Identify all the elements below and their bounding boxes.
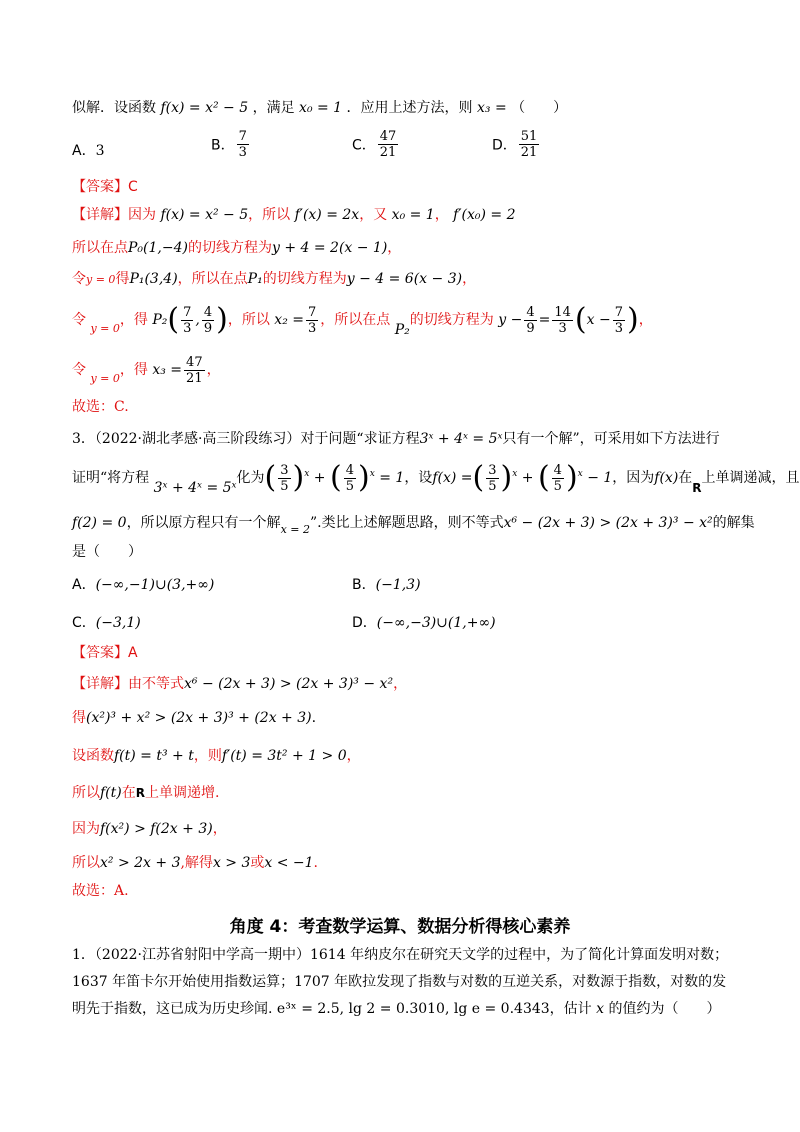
q3-math: 3ˣ + 4ˣ = 5ˣ xyxy=(419,431,503,447)
answer-value: C xyxy=(128,179,138,195)
detail-text: ，所以 xyxy=(227,312,270,328)
q3-math: x = 2 xyxy=(280,523,310,536)
option-value: (−∞,−3)∪(1,+∞) xyxy=(376,615,496,631)
q3-stem-line-1 xyxy=(72,428,720,450)
q3-detail-line-3 xyxy=(72,745,361,767)
q3-text: 3．（2022·湖北孝感·高三阶段练习）对于问题“求证方程 xyxy=(72,431,420,447)
detail-math: P₀(1,−4) xyxy=(128,240,188,256)
detail-math: f(x²) > f(2x + 3) xyxy=(100,821,213,837)
detail-text: ，又 xyxy=(359,207,388,223)
detail-math: P₂ xyxy=(152,312,168,328)
detail-text: ， xyxy=(393,676,408,692)
detail-math: y = 0 xyxy=(90,322,120,335)
detail-text: 令 xyxy=(72,271,86,287)
detail-math: y − 4 = 6(x − 3) xyxy=(346,271,463,287)
function-def: f(x) = x² − 5 xyxy=(160,100,249,116)
detail-text: 或 xyxy=(250,855,265,871)
choice-text: 故选：C. xyxy=(72,399,129,415)
q3-text: ，因为 xyxy=(612,470,655,486)
detail-text: . xyxy=(311,710,317,726)
detail-math: P₂ xyxy=(394,322,410,338)
q3-option-a[interactable] xyxy=(72,574,214,594)
detail-text: ，所以 xyxy=(248,207,291,223)
detail-text: ，得 xyxy=(119,312,148,328)
q4-line-2: 1637 年笛卡尔开始使用指数运算；1707 年欧拉发现了指数与对数的互逆关系，对数源于指数，对数的发 xyxy=(72,974,727,990)
option-label: D． xyxy=(352,615,377,631)
q4-math: e³ˣ = 2.5 xyxy=(276,1001,340,1017)
detail-text: 设函数 xyxy=(72,748,114,764)
detail-text: ， xyxy=(206,362,221,378)
q3-detail-line-1 xyxy=(72,673,407,695)
detail-math: f′(t) = 3t² + 1 > 0 xyxy=(221,748,347,764)
q3-stem-line-4 xyxy=(72,541,142,563)
q4-line-3: 明先于指数，这已成为历史珍闻. e³ˣ = 2.5, lg 2 = 0.3010, lg e = 0.4343，估计 x 的值约为（ ） xyxy=(72,1001,721,1017)
q2-detail-line-3 xyxy=(72,268,476,291)
detail-text: ，所以在点 xyxy=(320,312,391,328)
q3-math: 3ˣ + 4ˣ = 5ˣ xyxy=(153,480,237,496)
detail-text: . xyxy=(313,855,318,871)
detail-text: 由不等式 xyxy=(128,676,184,692)
detail-label: 【详解】 xyxy=(72,676,128,692)
option-c[interactable] xyxy=(352,129,400,160)
detail-math: f′(x) = 2x xyxy=(294,207,360,223)
detail-text: 所以 xyxy=(72,855,100,871)
q3-stem-line-3 xyxy=(72,512,755,541)
detail-label: 【详解】 xyxy=(72,207,128,223)
q3-text: 只有一个解”，可采用如下方法进行 xyxy=(502,431,720,447)
q4-text: ，估计 xyxy=(549,1001,592,1017)
detail-math: y + 4 = 2(x − 1) xyxy=(271,240,388,256)
detail-text: 因为 xyxy=(128,207,156,223)
option-a-label: A． xyxy=(72,143,96,159)
detail-math: x₂ = xyxy=(274,312,304,328)
option-b-label: B． xyxy=(211,137,235,154)
detail-text: 因为 xyxy=(72,821,100,837)
intro-text: 似解．设函数 xyxy=(72,100,156,116)
q3-text: 上单调递减，且 xyxy=(701,470,800,486)
choice-text: 故选：A. xyxy=(72,883,129,899)
option-c-fraction: $\frac{47}{21}$ xyxy=(379,129,397,160)
q3-math: f(x) = xyxy=(432,470,473,486)
q3-option-c[interactable] xyxy=(72,612,141,632)
answer-value: A xyxy=(128,645,138,661)
option-label: C． xyxy=(72,615,96,631)
option-value: (−3,1) xyxy=(95,615,141,631)
option-b[interactable] xyxy=(211,129,251,160)
intro-text-3: ．应用上述方法，则 xyxy=(346,100,473,116)
answer-label: 【答案】 xyxy=(72,179,128,195)
detail-R: R xyxy=(135,786,145,800)
q4-math: lg e = 0.4343 xyxy=(453,1001,550,1017)
detail-math: f′(x₀) = 2 xyxy=(453,207,516,223)
q3-choice xyxy=(72,880,129,902)
q3-detail-line-2 xyxy=(72,707,316,729)
detail-text: ， xyxy=(346,748,361,764)
q3-answer xyxy=(72,642,138,664)
answer-blank: （ ） xyxy=(511,100,568,116)
detail-text: 得 xyxy=(115,271,130,287)
detail-text: 得 xyxy=(72,710,86,726)
intro-text-2: ，满足 xyxy=(252,100,295,116)
detail-text: ， xyxy=(434,207,449,223)
q2-detail-line-1 xyxy=(72,204,516,226)
detail-text: 上单调递增. xyxy=(144,785,220,801)
option-b-fraction: $\frac{7}{3}$ xyxy=(238,129,247,160)
detail-text: ，所以在点 xyxy=(177,271,248,287)
option-d[interactable] xyxy=(492,129,541,160)
q3-text: ”.类比上述解题思路，则不等式 xyxy=(309,515,504,531)
q3-text: 证明“将方程 xyxy=(72,470,150,486)
q3-math: f(2) = 0 xyxy=(72,515,127,531)
detail-math: P₁ xyxy=(247,271,263,287)
option-a-value: 3 xyxy=(95,143,105,159)
q3-detail-line-6 xyxy=(72,852,318,874)
detail-math: f(t) xyxy=(100,785,122,801)
option-value: (−∞,−1)∪(3,+∞) xyxy=(95,577,215,593)
q3-stem-line-2: 证明“将方程 3ˣ + 4ˣ = 5ˣ化为( $\frac{3}{5}$ )$^x$ + ( $\frac{4}{5}$ )$^x$ = 1，设f(x) =( $\frac{3}{5}$ )$^x$ + ( $\frac{4}{5}$ )$^x$ − 1，因为f(x)在R上单调递减，且 xyxy=(72,460,800,496)
detail-text: 的切线方程为 xyxy=(409,312,494,328)
detail-text: 令 xyxy=(72,312,86,328)
detail-text: 在 xyxy=(121,785,136,801)
q3-text: 在 xyxy=(678,470,693,486)
q3-option-b[interactable] xyxy=(352,574,421,594)
option-label: B． xyxy=(352,577,376,593)
detail-text: ， xyxy=(462,271,477,287)
option-value: (−1,3) xyxy=(375,577,421,593)
detail-math: x < −1 xyxy=(264,855,314,871)
q3-text: ，所以原方程只有一个解 xyxy=(126,515,281,531)
detail-math: y = 0 xyxy=(86,273,116,286)
detail-math: x² > 2x + 3 xyxy=(100,855,181,871)
detail-text: ， xyxy=(638,312,653,328)
detail-math: f(x) = x² − 5 xyxy=(160,207,249,223)
intro-line xyxy=(72,97,567,119)
detail-text: ,解得 xyxy=(180,855,213,871)
q3-text: 的解集 xyxy=(712,515,755,531)
detail-math: x₀ = 1 xyxy=(391,207,435,223)
detail-text: 的切线方程为 xyxy=(262,271,347,287)
detail-text: 所以 xyxy=(72,785,100,801)
x3-symbol: x₃ = xyxy=(477,100,507,116)
q3-text: 化为 xyxy=(236,470,265,486)
detail-math: x₃ = xyxy=(152,362,183,378)
detail-text: 的切线方程为 xyxy=(187,240,272,256)
q2-choice xyxy=(72,396,129,418)
detail-text: ， xyxy=(387,240,402,256)
q3-detail-line-4 xyxy=(72,782,219,804)
q2-detail-line-5: 令 $_{y = 0}$，得 x₃ = $\frac{47}{21}$ ， xyxy=(72,354,221,386)
detail-math: (x²)³ + x² > (2x + 3)³ + (2x + 3) xyxy=(86,710,312,726)
detail-math: P₁(3,4) xyxy=(129,271,178,287)
option-d-fraction: $\frac{51}{21}$ xyxy=(520,129,538,160)
q2-detail-line-4: 令 $_{y = 0}$，得 P₂( $\frac{7}{3}$ , $\frac{4}{9}$ )，所以 x₂ = $\frac{7}{3}$ ，所以在点 P₂的切线方程为 y − $\frac{4}{9}$ = $\frac{14}{3}$ (x − $\frac{7}{3}$ )， xyxy=(72,302,653,338)
option-label: A． xyxy=(72,577,96,593)
detail-text: ，得 xyxy=(119,362,148,378)
q3-detail-line-5 xyxy=(72,818,227,840)
q2-detail-line-2 xyxy=(72,237,401,259)
q3-math: f(x) xyxy=(654,470,679,486)
option-a[interactable] xyxy=(72,140,105,160)
answer-label: 【答案】 xyxy=(72,645,128,661)
q3-option-d[interactable] xyxy=(352,612,496,632)
detail-text: 所以在点 xyxy=(72,240,128,256)
detail-math: x > 3 xyxy=(212,855,251,871)
q4-math: x xyxy=(596,1001,605,1017)
q4-math: lg 2 = 0.3010 xyxy=(348,1001,445,1017)
detail-tangent-p2: y − $\frac{4}{9}$ = $\frac{14}{3}$ (x − $\frac{7}{3}$ ) xyxy=(498,302,639,337)
q3-math: x⁶ − (2x + 3) > (2x + 3)³ − x² xyxy=(503,515,713,531)
option-c-label: C． xyxy=(352,137,376,154)
detail-math: f(t) = t³ + t xyxy=(114,748,194,764)
q3-R: R xyxy=(692,481,702,495)
x0-value: x₀ = 1 xyxy=(299,100,343,116)
q4-text: 的值约为（ ） xyxy=(608,1001,721,1017)
q4-text: 明先于指数，这已成为历史珍闻. xyxy=(72,1001,273,1017)
q3-text: 是（ ） xyxy=(72,544,142,560)
section-heading: 角度 4：考查数学运算、数据分析得核心素养 xyxy=(229,917,571,937)
detail-math: x⁶ − (2x + 3) > (2x + 3)³ − x² xyxy=(184,676,394,692)
q3-text: ，设 xyxy=(404,470,433,486)
detail-text: ，则 xyxy=(193,748,222,764)
detail-text: ， xyxy=(212,821,227,837)
q2-answer xyxy=(72,176,138,198)
q4-line-1: 1．（2022·江苏省射阳中学高一期中）1614 年纳皮尔在研究天文学的过程中，为了简化计算面发明对数； xyxy=(72,947,729,963)
detail-math: y = 0 xyxy=(90,372,120,385)
option-d-label: D． xyxy=(492,137,517,154)
detail-text: 令 xyxy=(72,362,86,378)
